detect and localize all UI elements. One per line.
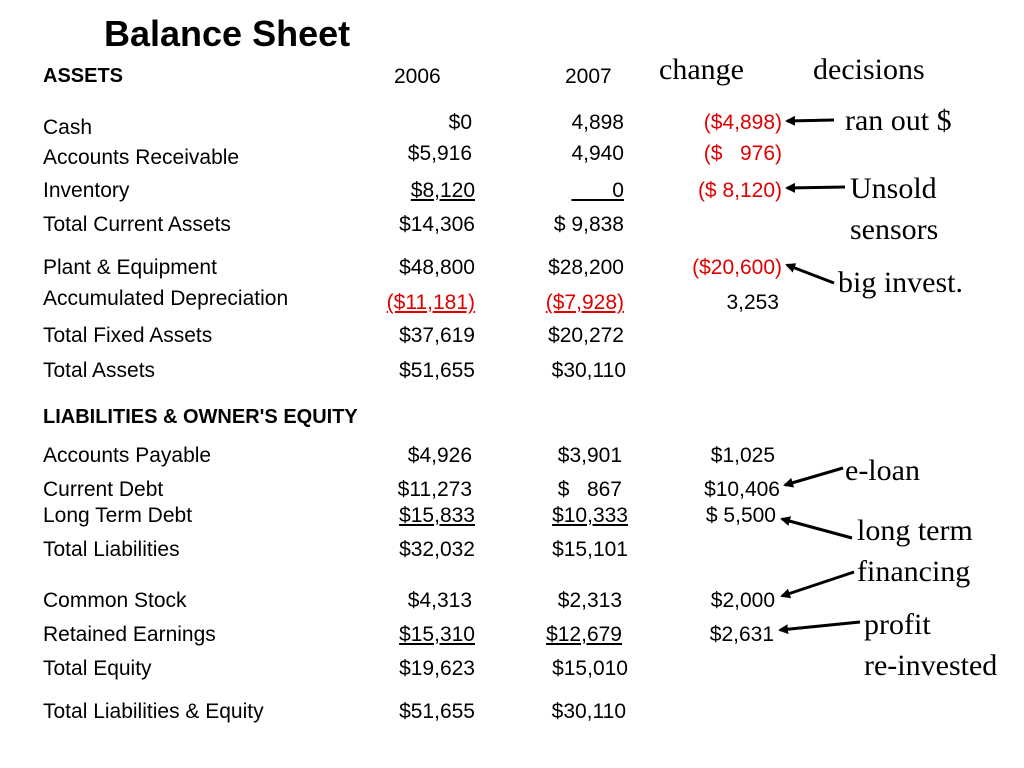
row-label-total-assets: Total Assets [43,359,156,382]
cell-change-common-stock: $2,000 [710,589,775,612]
cell-change-plant-equipment: ($20,600) [692,256,782,279]
cell-2006-total-current-assets: $14,306 [399,213,475,236]
cell-2006-total-assets: $51,655 [399,359,475,382]
row-label-total-current-assets: Total Current Assets [43,213,231,236]
cell-2007-inventory: 0 [571,179,624,202]
cell-2006-plant-equipment: $48,800 [399,256,475,279]
cell-2006-accumulated-depreciation: ($11,181) [386,291,475,314]
cell-2006-long-term-debt: $15,833 [399,504,475,527]
decisions-header: decisions [813,53,925,86]
row-label-total-liabilities: Total Liabilities [43,538,180,561]
row-label-inventory: Inventory [43,179,130,202]
arrow-eloan [785,468,843,485]
cell-2007-accumulated-depreciation: ($7,928) [545,291,624,314]
cell-change-cash: ($4,898) [703,111,782,134]
arrow-financing [782,572,854,596]
cell-2007-retained-earnings: $12,679 [546,623,622,646]
cell-2007-total-assets: $30,110 [551,359,626,382]
cell-change-retained-earnings: $2,631 [709,623,774,646]
year-2007-header: 2007 [565,65,612,88]
annotation-ran-out: ran out $ [845,104,952,137]
cell-2007-plant-equipment: $28,200 [548,256,624,279]
row-label-cash: Cash [43,116,93,139]
cell-2007-total-liabilities-equity: $30,110 [551,700,626,723]
cell-2007-accounts-receivable: 4,940 [571,142,624,165]
arrow-ran-out [787,120,834,121]
cell-2007-cash: 4,898 [571,111,624,134]
cell-2007-accounts-payable: $3,901 [557,444,622,467]
row-label-accounts-payable: Accounts Payable [43,444,212,467]
cell-change-accounts-payable: $1,025 [710,444,775,467]
page-title: Balance Sheet [104,13,351,54]
cell-2006-accounts-receivable: $5,916 [407,142,472,165]
year-2006-header: 2006 [394,65,441,88]
cell-change-inventory: ($ 8,120) [697,179,782,202]
arrow-unsold [787,187,845,188]
cell-2006-common-stock: $4,313 [407,589,472,612]
cell-2007-total-liabilities: $15,101 [552,538,628,561]
cell-2006-accounts-payable: $4,926 [407,444,472,467]
arrow-big-invest [787,265,834,283]
row-label-total-fixed-assets: Total Fixed Assets [43,324,213,347]
row-label-retained-earnings: Retained Earnings [43,623,216,646]
cell-2007-total-current-assets: $ 9,838 [553,213,624,236]
cell-2007-total-equity: $15,010 [552,657,628,680]
annotation-profit-line1: profit [864,608,931,641]
assets-header: ASSETS [43,65,124,87]
row-label-accounts-receivable: Accounts Receivable [43,146,240,169]
row-label-accumulated-depreciation: Accumulated Depreciation [43,287,289,310]
annotation-profit-line2: re-invested [864,649,998,682]
cell-2007-long-term-debt: $10,333 [552,504,628,527]
cell-2006-inventory: $8,120 [410,179,475,202]
cell-2006-total-liabilities-equity: $51,655 [399,700,475,723]
row-label-plant-equipment: Plant & Equipment [43,256,217,279]
cell-change-long-term-debt: $ 5,500 [705,504,776,527]
annotation-long-term-line2: financing [857,555,971,588]
cell-change-accumulated-depreciation: 3,253 [726,291,779,314]
cell-2007-common-stock: $2,313 [557,589,622,612]
cell-2007-total-fixed-assets: $20,272 [548,324,624,347]
cell-2006-retained-earnings: $15,310 [399,623,475,646]
cell-change-accounts-receivable: ($ 976) [703,142,782,165]
arrow-long-term [782,519,852,538]
cell-2006-total-liabilities: $32,032 [399,538,475,561]
annotation-eloan: e-loan [845,454,920,487]
annotation-long-term-line1: long term [857,514,973,547]
row-label-current-debt: Current Debt [43,478,164,501]
row-label-total-liabilities-equity: Total Liabilities & Equity [43,700,264,723]
cell-2006-total-fixed-assets: $37,619 [399,324,475,347]
annotation-unsold-line1: Unsold [850,172,937,205]
row-label-long-term-debt: Long Term Debt [43,504,193,527]
annotation-big-invest: big invest. [838,266,963,299]
cell-2006-cash: $0 [448,111,472,134]
cell-2006-current-debt: $11,273 [397,478,472,501]
cell-change-current-debt: $10,406 [704,478,780,501]
cell-2007-current-debt: $ 867 [557,478,622,501]
liabilities-header: LIABILITIES & OWNER'S EQUITY [43,406,358,428]
row-label-total-equity: Total Equity [43,657,152,680]
cell-2006-total-equity: $19,623 [399,657,475,680]
row-label-common-stock: Common Stock [43,589,187,612]
arrow-profit [780,622,860,630]
annotation-unsold-line2: sensors [850,213,939,246]
change-header: change [659,53,744,86]
